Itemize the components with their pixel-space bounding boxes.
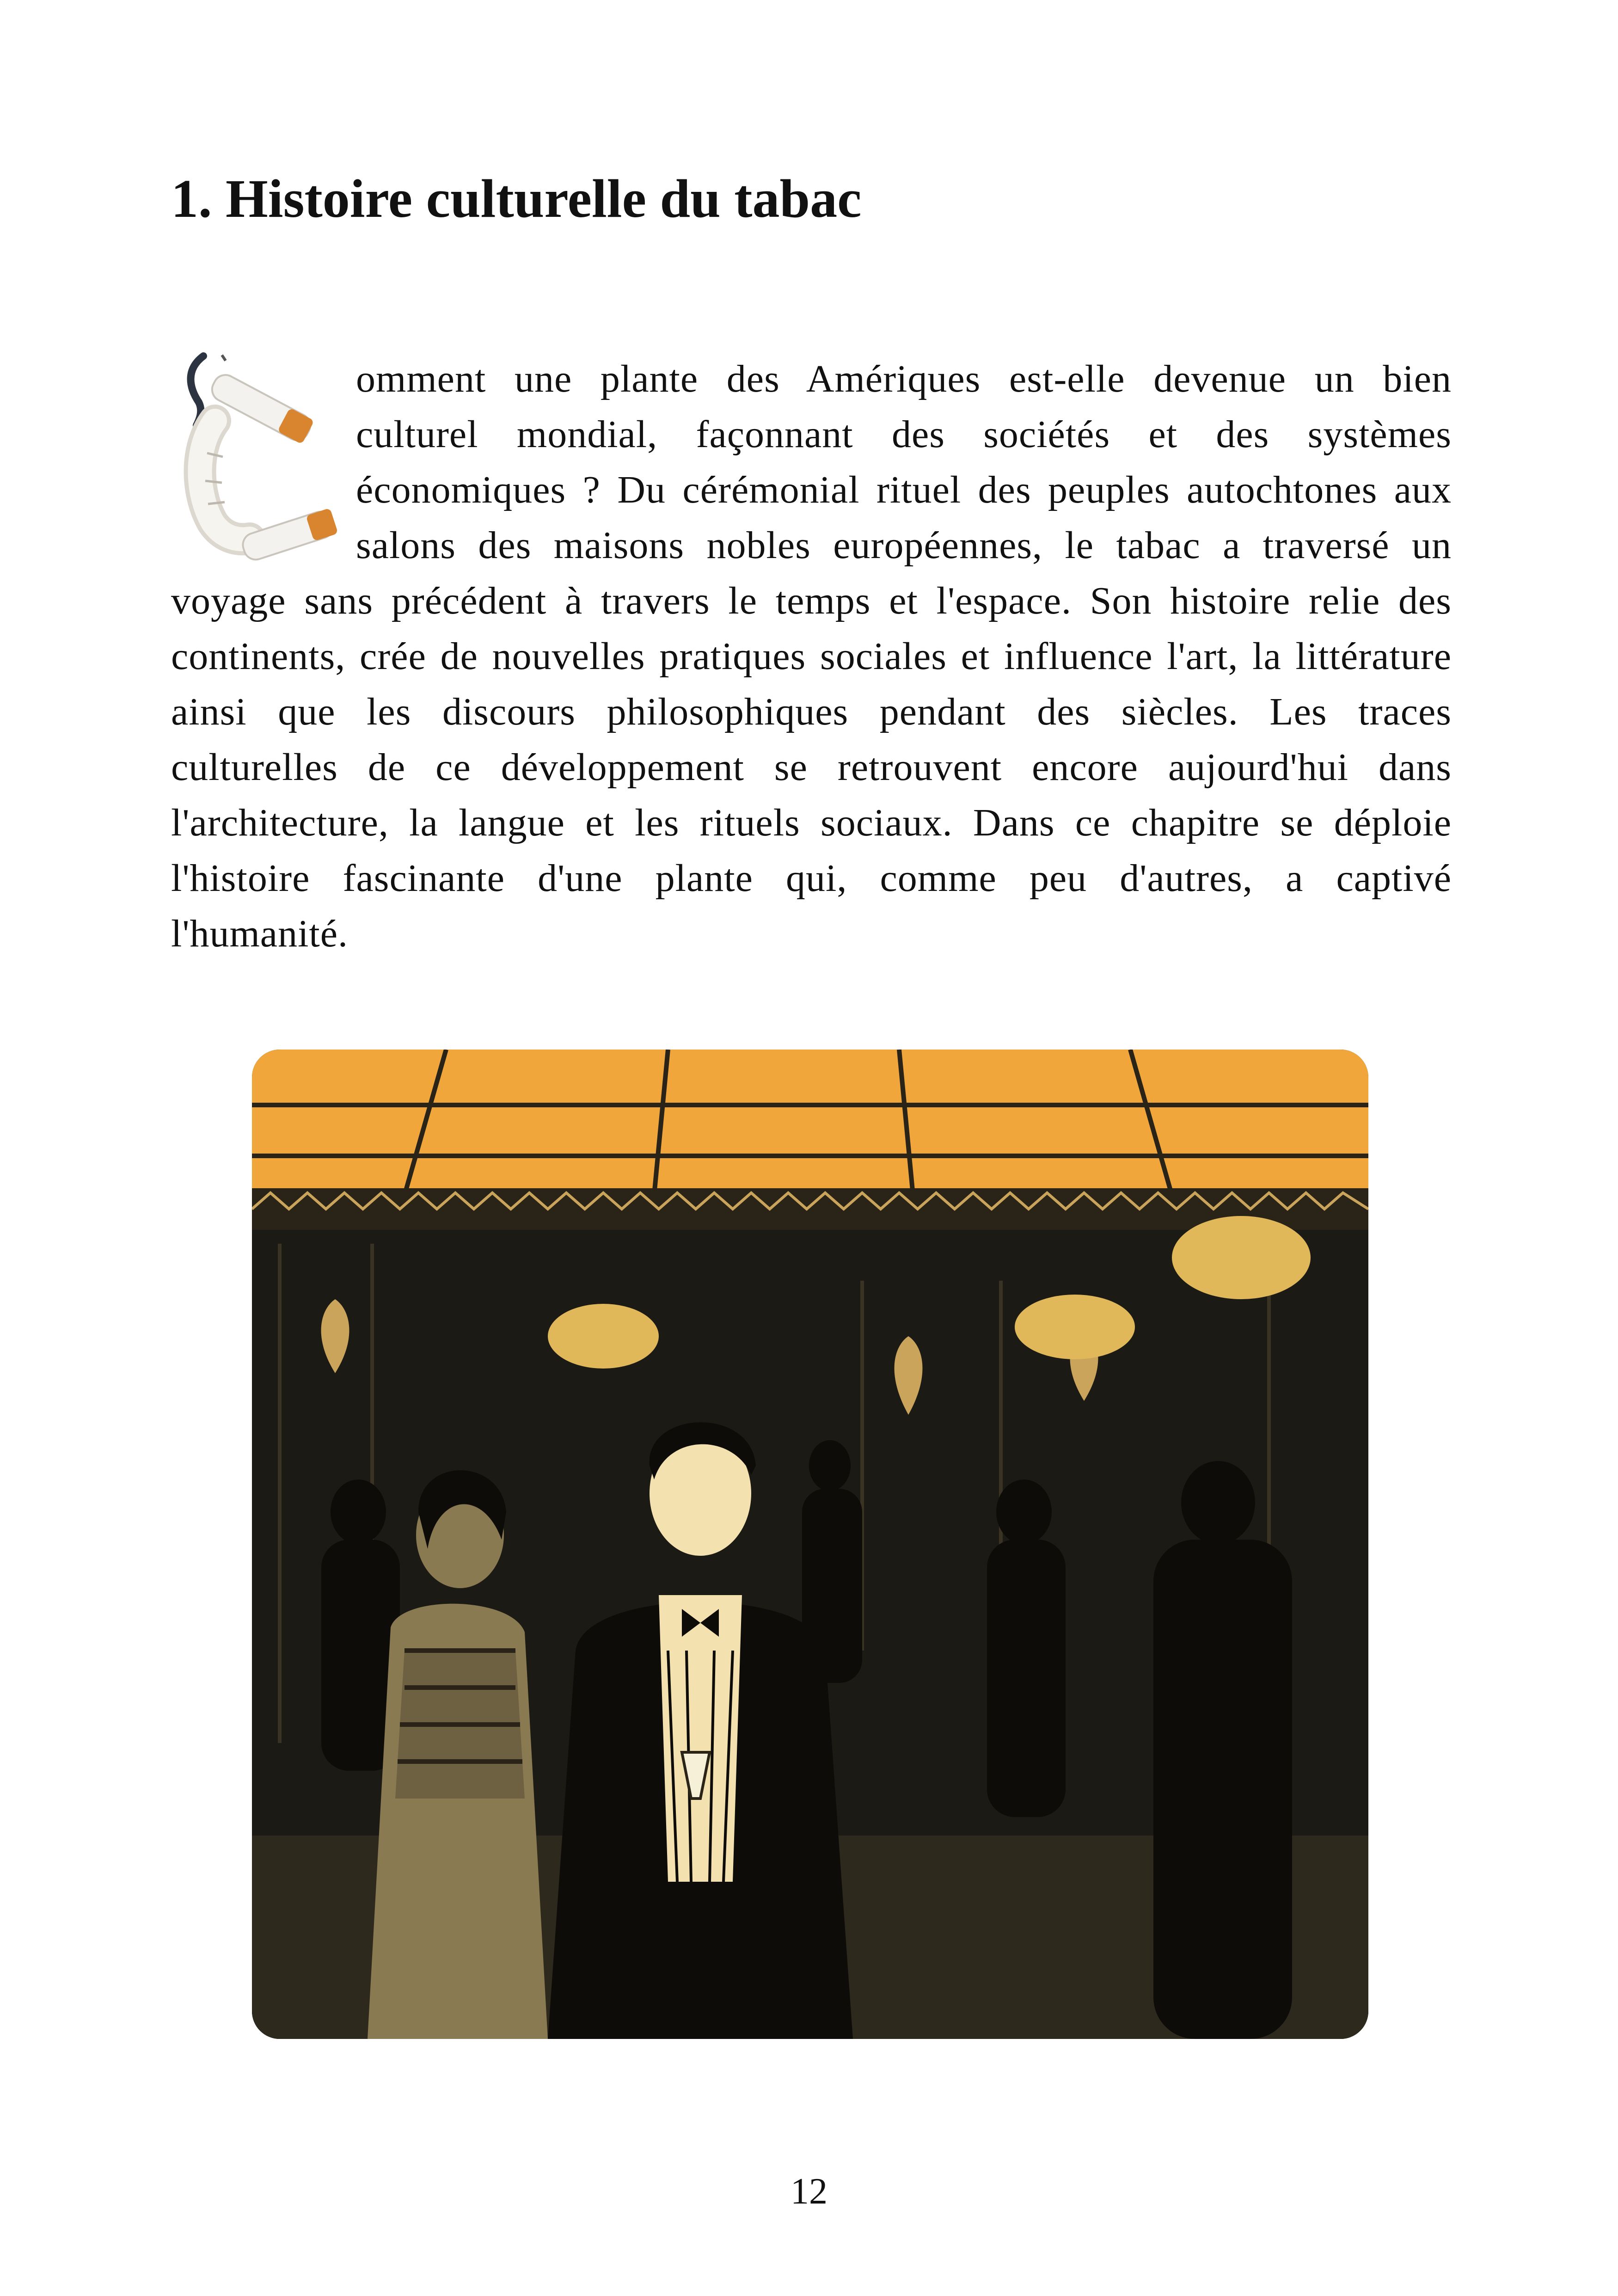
page-number: 12 bbox=[791, 2171, 827, 2212]
art-deco-salon-illustration bbox=[252, 1050, 1368, 2039]
chapter-title: 1. Histoire culturelle du tabac bbox=[171, 168, 862, 229]
intro-paragraph bbox=[171, 351, 1452, 962]
cigarette-letter-c-icon bbox=[171, 351, 351, 569]
intro-text: omment une plante des Amériques est-elle devenue un bien culturel mondial, façonnant des sociétés et des systèmes économiques ? Du cérémonial rituel des peuples autochtones aux salons des maisons nobles européennes, le tabac a traversé un voyage sans précédent à travers le temps et l'espace. Son histoire relie des continents, crée de nouvelles pratiques sociales et influence l'art, la littérature ainsi que les discours philosophiques pendant des siècles. Les traces culturelles de ce développement se retrouvent encore aujourd'hui dans l'architecture, la langue et les rituels sociaux. Dans ce chapitre se déploie l'histoire fascinante d'une plante qui, comme peu d'autres, a captivé l'humanité. bbox=[171, 357, 1452, 955]
